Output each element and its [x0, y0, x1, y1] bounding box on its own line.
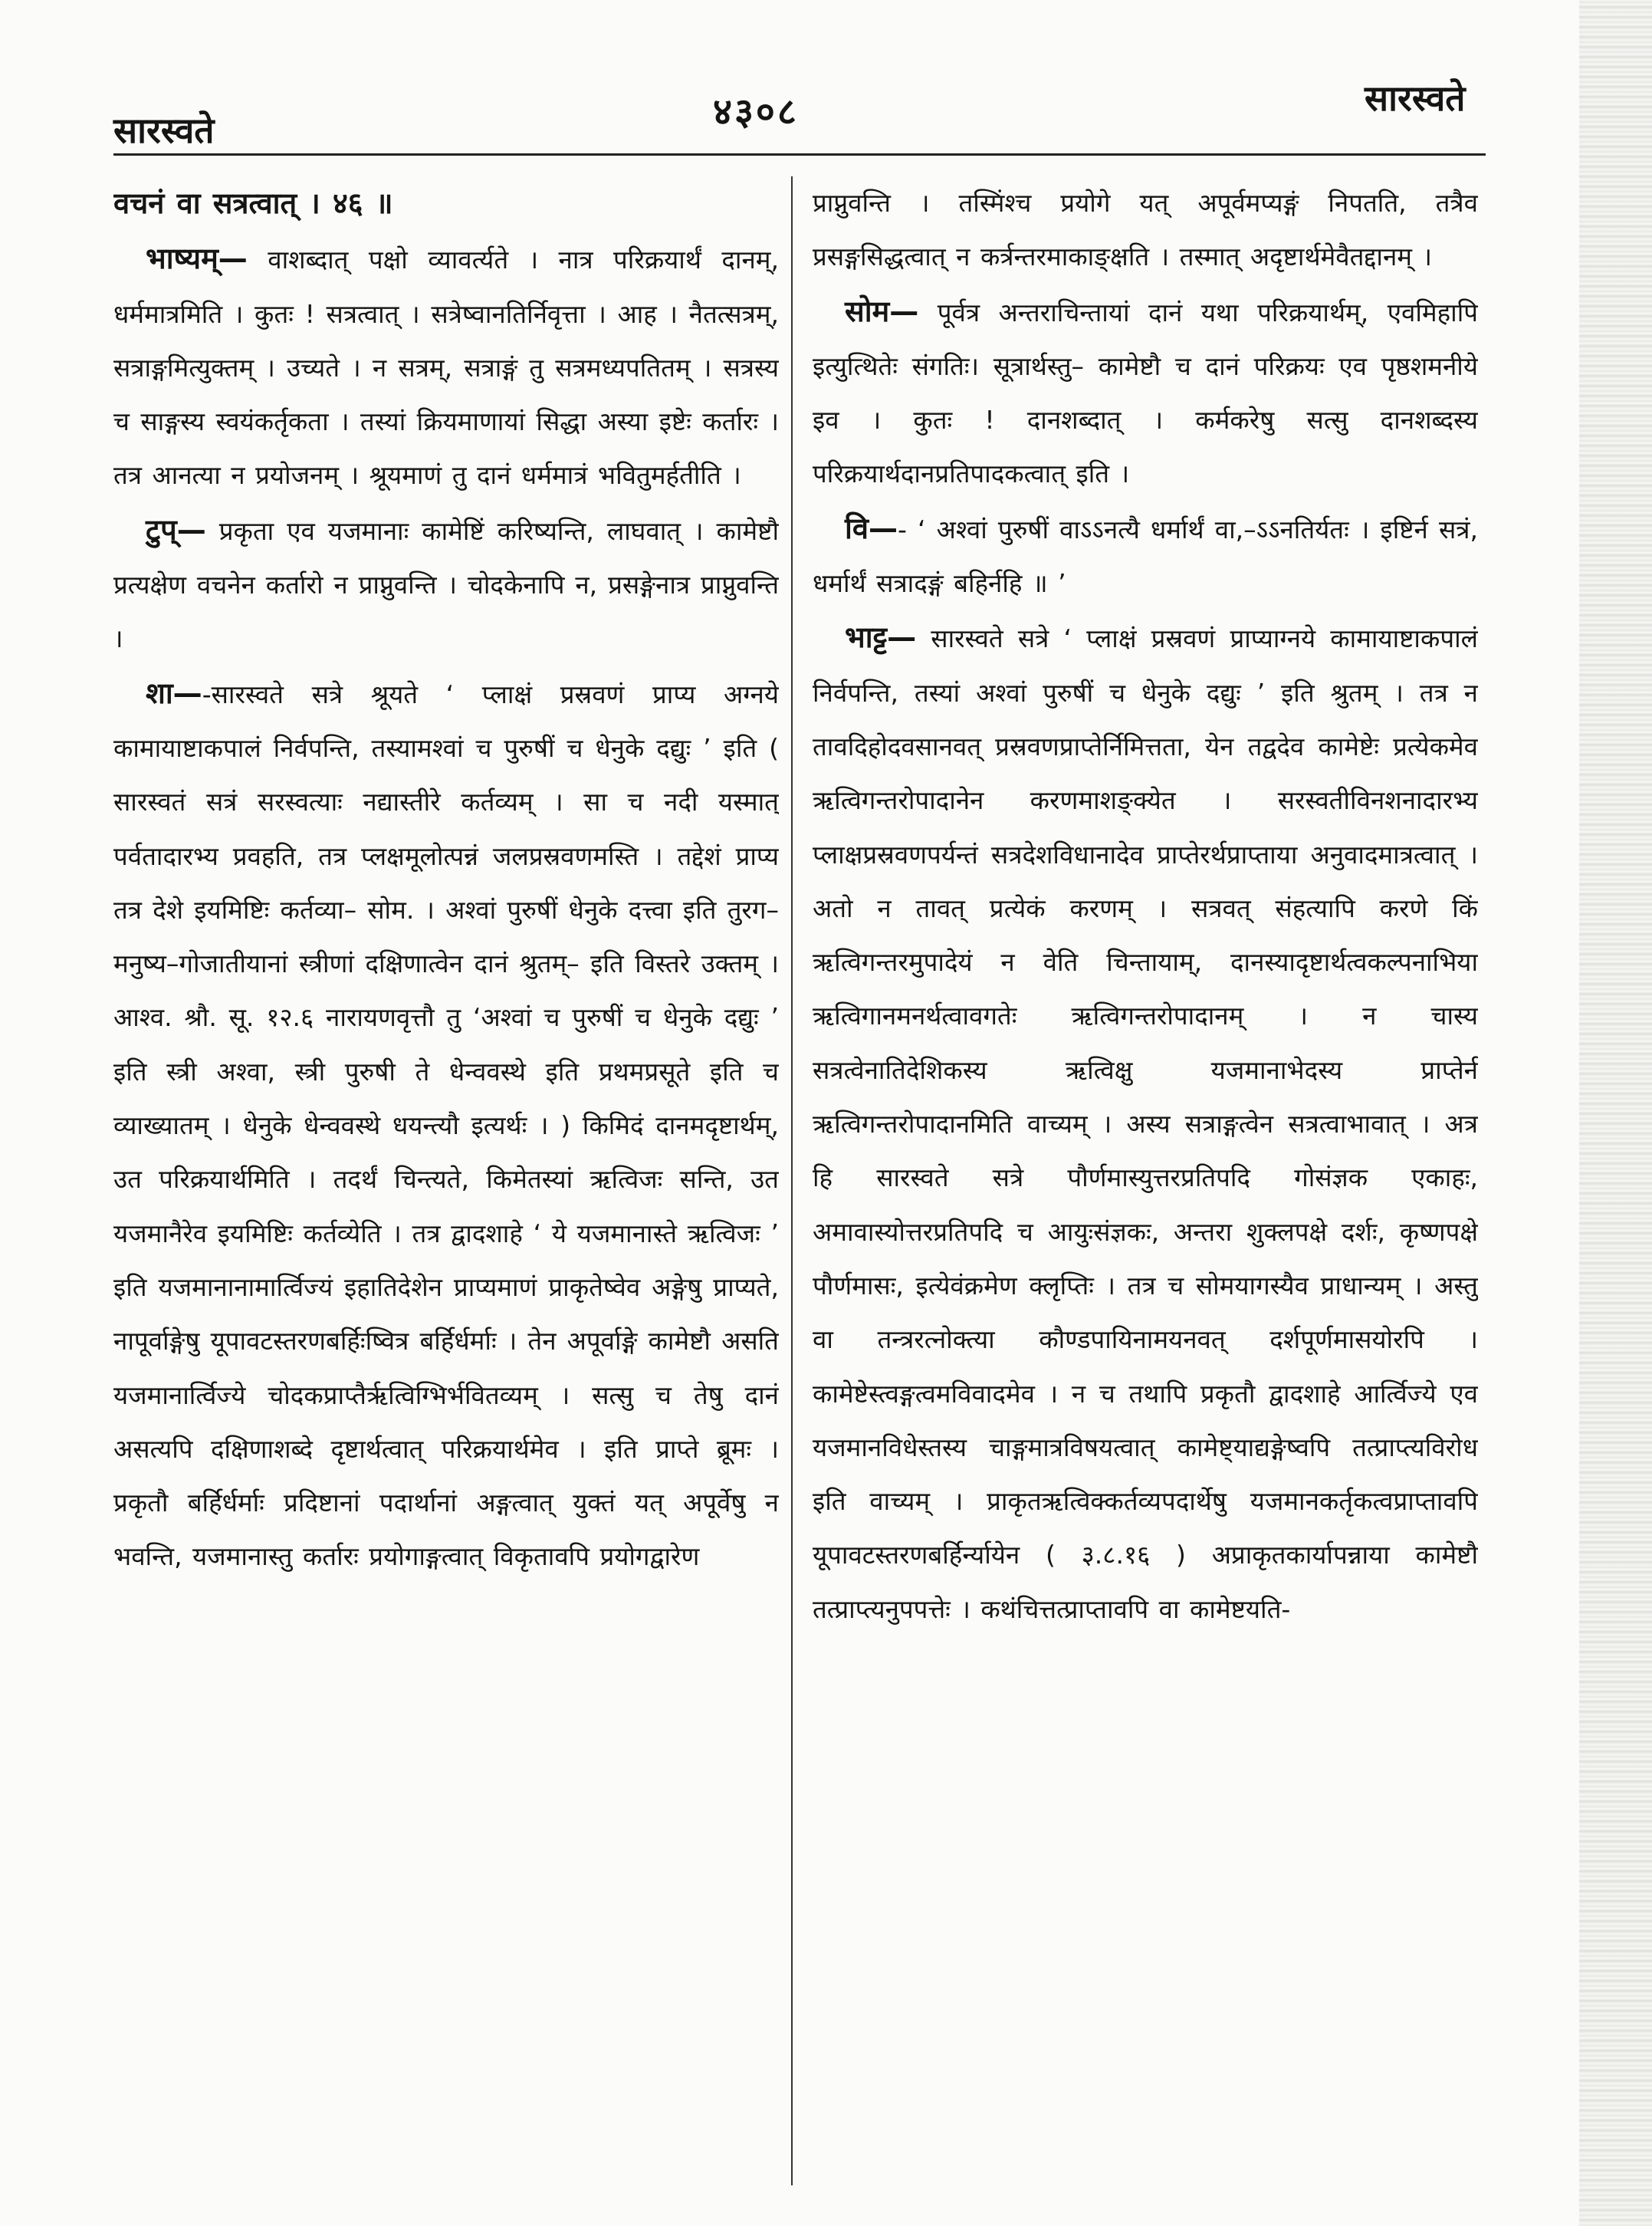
right-column	[813, 176, 1478, 2201]
sutra-text: वचनं वा सत्रत्वात् । ४६ ॥	[113, 186, 393, 220]
speaker-label: वि—	[845, 511, 898, 545]
paragraph-text: प्राप्नुवन्ति । तस्मिंश्च प्रयोगे यत् अपूर्वमप्यङ्गं निपतति, तत्रैव प्रसङ्गसिद्धत्वात् न कर्त्रन्तरमाकाङ्क्षति । तस्मात् अदृष्टार्थमेवैतद्दानम् ।	[813, 188, 1478, 272]
tup-paragraph	[113, 503, 779, 666]
paragraph-text: -सारस्वते सत्रे श्रूयते ‘ प्लाक्षं प्रस्रवणं प्राप्य अग्नये कामायाष्टाकपालं निर्वपन्ति, तस्यामश्वां च पुरुषीं च धेनुके दद्युः ’ इति ( सारस्वतं सत्रं सरस्वत्याः नद्यास्तीरे कर्तव्यम् । सा च नदी यस्मात् पर्वतादारभ्य प्रवहति, तत्र प्लक्षमूलोत्पन्नं जलप्रस्रवणमस्ति । तद्देशं प्राप्य तत्र देशे इयमिष्टिः कर्तव्या– सोम. । अश्वां पुरुषीं धेनुके दत्त्वा इति तुरग–मनुष्य–गोजातीयानां स्त्रीणां दक्षिणात्वेन दानं श्रुतम्– इति विस्तरे उक्तम् । आश्व. श्रौ. सू. १२.६ नारायणवृत्तौ तु ‘अश्वां च पुरुषीं च धेनुके दद्युः ’ इति स्त्री अश्वा, स्त्री पुरुषी ते धेन्ववस्थे इति प्रथमप्रसूते इति च व्याख्यातम् । धेनुके धेन्ववस्थे धयन्त्यौ इत्यर्थः । ) किमिदं दानमदृष्टार्थम्, उत परिक्रयार्थमिति । तदर्थं चिन्त्यते, किमेतस्यां ऋत्विजः सन्ति, उत यजमानैरेव इयमिष्टिः कर्तव्येति । तत्र द्वादशाहे ‘ ये यजमानास्ते ऋत्विजः ’ इति यजमानानामार्त्विज्यं इहातिदेशेन प्राप्यमाणं प्राकृतेष्वेव अङ्गेषु प्राप्यते, नापूर्वाङ्गेषु यूपावटस्तरणबर्हिःष्वित्र बर्हिर्धर्माः । तेन अपूर्वाङ्गे कामेष्टौ असति यजमानार्त्विज्ये चोदकप्राप्तैर्ऋत्विग्भिर्भवितव्यम् । सत्सु च तेषु दानं असत्यपि दक्षिणाशब्दे दृष्टार्थत्वात् परिक्रयार्थमेव । इति प्राप्ते ब्रूमः । प्रकृतौ बर्हिर्धर्माः प्रदिष्टानां पदार्थानां अङ्गत्वात् युक्तं यत् अपूर्वेषु न भवन्ति, यजमानास्तु कर्तारः प्रयोगाङ्गत्वात् विकृतावपि प्रयोगद्वारेण	[113, 679, 779, 1572]
running-head-left: सारस्वते	[113, 110, 215, 151]
running-head-right: सारस्वते	[1365, 77, 1466, 119]
bhatta-paragraph	[813, 610, 1478, 1636]
paragraph-text: सारस्वते सत्रे ‘ प्लाक्षं प्रस्रवणं प्राप्याग्नये कामायाष्टाकपालं निर्वपन्ति, तस्यां अश्वां पुरुषीं च धेनुके दद्युः ’ इति श्रुतम् । तत्र न तावदिहोदवसानवत् प्रस्रवणप्राप्तेर्निमित्तता, येन तद्वदेव कामेष्टेः प्रत्येकमेव ऋत्विगन्तरोपादानेन करणमाशङ्क्येत । सरस्वतीविनशनादारभ्य प्लाक्षप्रस्रवणपर्यन्तं सत्रदेशविधानादेव प्राप्तेरर्थप्राप्ताया अनुवादमात्रत्वात् । अतो न तावत् प्रत्येकं करणम् । सत्रवत् संहत्यापि करणे किं ऋत्विगन्तरमुपादेयं न वेति चिन्तायाम्, दानस्यादृष्टार्थत्वकल्पनाभिया ऋत्विगानमनर्थत्वावगतेः ऋत्विगन्तरोपादानम् । न चास्य सत्रत्वेनातिदेशिकस्य ऋत्विक्षु यजमानाभेदस्य प्राप्तेर्न ऋत्विगन्तरोपादानमिति वाच्यम् । अस्य सत्राङ्गत्वेन सत्रत्वाभावात् । अत्र हि सारस्वते सत्रे पौर्णमास्युत्तरप्रतिपदि गोसंज्ञक एकाहः, अमावास्योत्तरप्रतिपदि च आयुःसंज्ञकः, अन्तरा शुक्लपक्षे दर्शः, कृष्णपक्षे पौर्णमासः, इत्येवंक्रमेण क्लृप्तिः । तत्र च सोमयागस्यैव प्राधान्यम् । अस्तु वा तन्त्ररत्नोक्त्या कौण्डपायिनामयनवत् दर्शपूर्णमासयोरपि । कामेष्टेस्त्वङ्गत्वमविवादमेव । न च तथापि प्रकृतौ द्वादशाहे आर्त्विज्ये एव यजमानविधेस्तस्य चाङ्गमात्रविषयत्वात् कामेष्ट्याद्यङ्गेष्वपि तत्प्राप्त्यविरोध इति वाच्यम् । प्राकृतऋत्विक्कर्तव्यपदार्थेषु यजमानकर्तृकत्वप्राप्तावपि यूपावटस्तरणबर्हिर्न्यायेन ( ३.८.१६ ) अप्राकृतकार्यापन्नाया कामेष्टौ तत्प्राप्त्यनुपपत्तेः । कथंचित्तत्प्राप्तावपि वा कामेष्टयति-	[813, 623, 1478, 1624]
speaker-label: टुप्—	[146, 512, 206, 547]
left-column	[113, 176, 779, 2201]
bhashya-paragraph	[113, 232, 779, 502]
page-header	[0, 0, 1652, 153]
vi-verse	[813, 501, 1478, 611]
speaker-label: शा—	[146, 676, 202, 710]
sutra-line	[113, 176, 779, 232]
paragraph-text: वाशब्दात् पक्षो व्यावर्त्यते । नात्र परिक्रयार्थं दानम्, धर्ममात्रमिति । कुतः ! सत्रत्वात् । सत्रेष्वानतिर्निवृत्ता । आह । नैतत्सत्रम्, सत्राङ्गमित्युक्तम् । उच्यते । न सत्रम्, सत्राङ्गं तु सत्रमध्यपतितम् । सत्रस्य च साङ्गस्य स्वयंकर्तृकता । तस्यां क्रियमाणायां सिद्धा अस्या इष्टेः कर्तारः । तत्र आनत्या न प्रयोजनम् । श्रूयमाणं तु दानं धर्ममात्रं भवितुमर्हतीति ।	[113, 245, 779, 491]
page-number: ४३०८	[713, 90, 799, 133]
scan-edge-shadow	[1579, 0, 1652, 2226]
continuation-paragraph	[813, 176, 1478, 284]
soma-paragraph	[813, 284, 1478, 501]
paragraph-text: - ‘ अश्वां पुरुषीं वाऽऽनत्यै धर्मार्थं वा,–ऽऽनतिर्यतः । इष्टिर्न सत्रं, धर्मार्थं सत्रादङ्गं बहिर्नहि ॥ ’	[813, 514, 1478, 599]
column-divider	[791, 176, 793, 2185]
header-rule	[113, 153, 1486, 156]
paragraph-text: प्रकृता एव यजमानाः कामेष्टिं करिष्यन्ति, लाघवात् । कामेष्टौ प्रत्यक्षेण वचनेन कर्तारो न प्राप्नुवन्ति । चोदकेनापि न, प्रसङ्गेनात्र प्राप्नुवन्ति ।	[113, 515, 779, 654]
speaker-label: सोम—	[845, 294, 919, 328]
paragraph-text: पूर्वत्र अन्तराचिन्तायां दानं यथा परिक्रयार्थम्, एवमिहापि इत्युत्थितेः संगतिः। सूत्रार्थस्तु– कामेष्टौ च दानं परिक्रयः एव पृष्ठशमनीये इव । कुतः ! दानशब्दात् । कर्मकरेषु सत्सु दानशब्दस्य परिक्रयार्थदानप्रतिपादकत्वात् इति ।	[813, 297, 1478, 489]
speaker-label: भाष्यम्—	[146, 242, 248, 276]
speaker-label: भाट्ट—	[845, 620, 917, 655]
shastradipika-paragraph	[113, 666, 779, 1584]
